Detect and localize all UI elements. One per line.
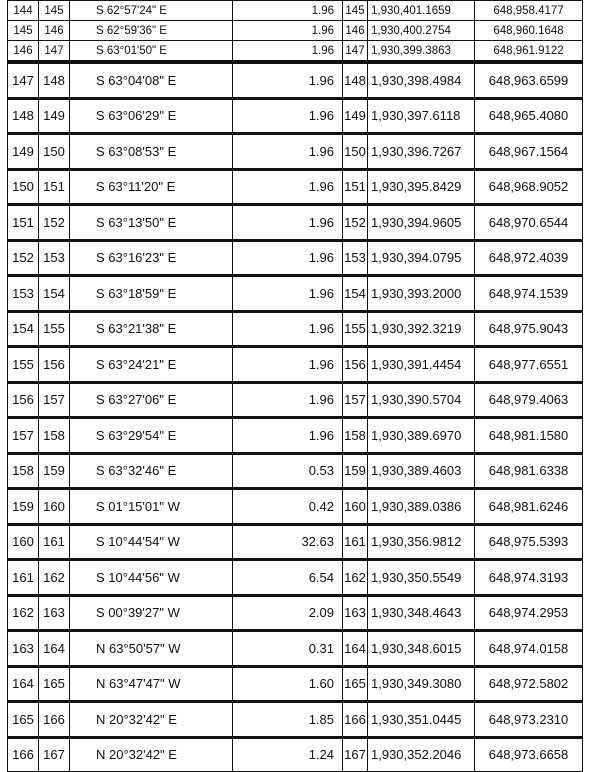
- point-number-cell: 158: [343, 418, 368, 454]
- to-station-cell: 154: [39, 276, 70, 312]
- point-number-cell: 147: [343, 41, 368, 61]
- to-station-cell: 150: [39, 134, 70, 170]
- from-station-cell: 149: [8, 134, 39, 170]
- to-station-cell: 164: [39, 631, 70, 667]
- from-station-cell: 144: [8, 1, 39, 21]
- bearing-cell: N 20°32'42" E: [70, 702, 233, 738]
- easting-cell: 648,977.6551: [475, 347, 583, 383]
- distance-cell: 1.96: [233, 382, 343, 418]
- point-number-cell: 162: [343, 560, 368, 596]
- easting-cell: 648,974.1539: [475, 276, 583, 312]
- northing-cell: 1,930,389.6970: [368, 418, 475, 454]
- point-number-cell: 148: [343, 63, 368, 99]
- traverse-table-main: [7, 61, 583, 772]
- bearing-cell: S 63°27'06" E: [70, 382, 233, 418]
- distance-cell: 0.53: [233, 453, 343, 489]
- table-row: [8, 134, 583, 170]
- from-station-cell: 158: [8, 453, 39, 489]
- from-station-cell: 161: [8, 560, 39, 596]
- table-row: [8, 631, 583, 667]
- traverse-document: [7, 0, 582, 772]
- point-number-cell: 151: [343, 169, 368, 205]
- bearing-cell: S 62°57'24" E: [70, 1, 233, 21]
- table-row: [8, 205, 583, 241]
- easting-cell: 648,970.6544: [475, 205, 583, 241]
- to-station-cell: 165: [39, 666, 70, 702]
- bearing-cell: S 63°21'38" E: [70, 311, 233, 347]
- point-number-cell: 166: [343, 702, 368, 738]
- easting-cell: 648,968.9052: [475, 169, 583, 205]
- from-station-cell: 165: [8, 702, 39, 738]
- distance-cell: 1.96: [233, 63, 343, 99]
- from-station-cell: 163: [8, 631, 39, 667]
- from-station-cell: 156: [8, 382, 39, 418]
- bearing-cell: S 62°59'36" E: [70, 21, 233, 41]
- distance-cell: 1.96: [233, 41, 343, 61]
- table-row: [8, 98, 583, 134]
- bearing-cell: S 10°44'54" W: [70, 524, 233, 560]
- easting-cell: 648,981.6246: [475, 489, 583, 525]
- northing-cell: 1,930,351.0445: [368, 702, 475, 738]
- point-number-cell: 160: [343, 489, 368, 525]
- easting-cell: 648,981.6338: [475, 453, 583, 489]
- easting-cell: 648,981.1580: [475, 418, 583, 454]
- distance-cell: 1.96: [233, 276, 343, 312]
- distance-cell: 1.96: [233, 169, 343, 205]
- to-station-cell: 149: [39, 98, 70, 134]
- table-row: [8, 595, 583, 631]
- point-number-cell: 159: [343, 453, 368, 489]
- distance-cell: 1.96: [233, 21, 343, 41]
- distance-cell: 1.96: [233, 418, 343, 454]
- bearing-cell: S 63°32'46" E: [70, 453, 233, 489]
- northing-cell: 1,930,390.5704: [368, 382, 475, 418]
- point-number-cell: 154: [343, 276, 368, 312]
- easting-cell: 648,958.4177: [475, 1, 583, 21]
- from-station-cell: 152: [8, 240, 39, 276]
- point-number-cell: 165: [343, 666, 368, 702]
- table-row: [8, 240, 583, 276]
- bearing-cell: S 63°01'50" E: [70, 41, 233, 61]
- bearing-cell: S 63°06'29" E: [70, 98, 233, 134]
- distance-cell: 1.96: [233, 240, 343, 276]
- bearing-cell: S 63°08'53" E: [70, 134, 233, 170]
- northing-cell: 1,930,348.4643: [368, 595, 475, 631]
- from-station-cell: 145: [8, 21, 39, 41]
- bearing-cell: S 63°29'54" E: [70, 418, 233, 454]
- table-row: [8, 1, 583, 21]
- distance-cell: 0.42: [233, 489, 343, 525]
- from-station-cell: 151: [8, 205, 39, 241]
- northing-cell: 1,930,389.4603: [368, 453, 475, 489]
- distance-cell: 1.96: [233, 1, 343, 21]
- to-station-cell: 147: [39, 41, 70, 61]
- table-row: [8, 63, 583, 99]
- to-station-cell: 153: [39, 240, 70, 276]
- bearing-cell: S 10°44'56" W: [70, 560, 233, 596]
- northing-cell: 1,930,352.2046: [368, 737, 475, 772]
- northing-cell: 1,930,392.3219: [368, 311, 475, 347]
- northing-cell: 1,930,394.0795: [368, 240, 475, 276]
- traverse-table-top: [7, 0, 583, 61]
- to-station-cell: 155: [39, 311, 70, 347]
- from-station-cell: 148: [8, 98, 39, 134]
- distance-cell: 32.63: [233, 524, 343, 560]
- bearing-cell: S 63°16'23" E: [70, 240, 233, 276]
- from-station-cell: 153: [8, 276, 39, 312]
- table-row: [8, 702, 583, 738]
- northing-cell: 1,930,348.6015: [368, 631, 475, 667]
- point-number-cell: 155: [343, 311, 368, 347]
- northing-cell: 1,930,399.3863: [368, 41, 475, 61]
- northing-cell: 1,930,395.8429: [368, 169, 475, 205]
- easting-cell: 648,973.6658: [475, 737, 583, 772]
- easting-cell: 648,974.3193: [475, 560, 583, 596]
- northing-cell: 1,930,393.2000: [368, 276, 475, 312]
- bearing-cell: S 63°13'50" E: [70, 205, 233, 241]
- northing-cell: 1,930,389.0386: [368, 489, 475, 525]
- from-station-cell: 160: [8, 524, 39, 560]
- point-number-cell: 146: [343, 21, 368, 41]
- to-station-cell: 159: [39, 453, 70, 489]
- from-station-cell: 146: [8, 41, 39, 61]
- northing-cell: 1,930,397.6118: [368, 98, 475, 134]
- distance-cell: 0.31: [233, 631, 343, 667]
- from-station-cell: 154: [8, 311, 39, 347]
- easting-cell: 648,975.5393: [475, 524, 583, 560]
- distance-cell: 1.96: [233, 205, 343, 241]
- northing-cell: 1,930,396.7267: [368, 134, 475, 170]
- distance-cell: 1.96: [233, 134, 343, 170]
- from-station-cell: 157: [8, 418, 39, 454]
- table-row: [8, 453, 583, 489]
- table-row: [8, 560, 583, 596]
- from-station-cell: 166: [8, 737, 39, 772]
- northing-cell: 1,930,350.5549: [368, 560, 475, 596]
- to-station-cell: 162: [39, 560, 70, 596]
- easting-cell: 648,963.6599: [475, 63, 583, 99]
- table-row: [8, 276, 583, 312]
- to-station-cell: 163: [39, 595, 70, 631]
- table-row: [8, 311, 583, 347]
- to-station-cell: 151: [39, 169, 70, 205]
- to-station-cell: 148: [39, 63, 70, 99]
- table-row: [8, 489, 583, 525]
- to-station-cell: 157: [39, 382, 70, 418]
- point-number-cell: 161: [343, 524, 368, 560]
- point-number-cell: 152: [343, 205, 368, 241]
- point-number-cell: 150: [343, 134, 368, 170]
- table-row: [8, 418, 583, 454]
- northing-cell: 1,930,356.9812: [368, 524, 475, 560]
- point-number-cell: 163: [343, 595, 368, 631]
- from-station-cell: 147: [8, 63, 39, 99]
- to-station-cell: 152: [39, 205, 70, 241]
- table-row: [8, 41, 583, 61]
- bearing-cell: S 63°11'20" E: [70, 169, 233, 205]
- distance-cell: 1.96: [233, 347, 343, 383]
- point-number-cell: 157: [343, 382, 368, 418]
- bearing-cell: N 63°47'47" W: [70, 666, 233, 702]
- distance-cell: 6.54: [233, 560, 343, 596]
- to-station-cell: 158: [39, 418, 70, 454]
- to-station-cell: 161: [39, 524, 70, 560]
- distance-cell: 2.09: [233, 595, 343, 631]
- point-number-cell: 164: [343, 631, 368, 667]
- point-number-cell: 167: [343, 737, 368, 772]
- bearing-cell: S 63°18'59" E: [70, 276, 233, 312]
- table-row: [8, 347, 583, 383]
- easting-cell: 648,972.4039: [475, 240, 583, 276]
- bearing-cell: S 63°24'21" E: [70, 347, 233, 383]
- from-station-cell: 159: [8, 489, 39, 525]
- easting-cell: 648,974.2953: [475, 595, 583, 631]
- point-number-cell: 156: [343, 347, 368, 383]
- from-station-cell: 162: [8, 595, 39, 631]
- from-station-cell: 164: [8, 666, 39, 702]
- easting-cell: 648,961.9122: [475, 41, 583, 61]
- easting-cell: 648,967.1564: [475, 134, 583, 170]
- easting-cell: 648,965.4080: [475, 98, 583, 134]
- distance-cell: 1.96: [233, 98, 343, 134]
- distance-cell: 1.60: [233, 666, 343, 702]
- to-station-cell: 166: [39, 702, 70, 738]
- northing-cell: 1,930,400.2754: [368, 21, 475, 41]
- easting-cell: 648,973.2310: [475, 702, 583, 738]
- point-number-cell: 153: [343, 240, 368, 276]
- to-station-cell: 145: [39, 1, 70, 21]
- from-station-cell: 150: [8, 169, 39, 205]
- easting-cell: 648,972.5802: [475, 666, 583, 702]
- table-row: [8, 524, 583, 560]
- table-row: [8, 382, 583, 418]
- bearing-cell: S 00°39'27" W: [70, 595, 233, 631]
- point-number-cell: 145: [343, 1, 368, 21]
- bearing-cell: N 63°50'57" W: [70, 631, 233, 667]
- northing-cell: 1,930,349.3080: [368, 666, 475, 702]
- distance-cell: 1.96: [233, 311, 343, 347]
- point-number-cell: 149: [343, 98, 368, 134]
- bearing-cell: S 01°15'01" W: [70, 489, 233, 525]
- easting-cell: 648,979.4063: [475, 382, 583, 418]
- distance-cell: 1.85: [233, 702, 343, 738]
- table-row: [8, 737, 583, 772]
- to-station-cell: 167: [39, 737, 70, 772]
- to-station-cell: 160: [39, 489, 70, 525]
- northing-cell: 1,930,391.4454: [368, 347, 475, 383]
- bearing-cell: N 20°32'42" E: [70, 737, 233, 772]
- distance-cell: 1.24: [233, 737, 343, 772]
- table-row: [8, 21, 583, 41]
- table-row: [8, 169, 583, 205]
- northing-cell: 1,930,398.4984: [368, 63, 475, 99]
- from-station-cell: 155: [8, 347, 39, 383]
- easting-cell: 648,960.1648: [475, 21, 583, 41]
- bearing-cell: S 63°04'08" E: [70, 63, 233, 99]
- to-station-cell: 156: [39, 347, 70, 383]
- easting-cell: 648,975.9043: [475, 311, 583, 347]
- northing-cell: 1,930,401.1659: [368, 1, 475, 21]
- easting-cell: 648,974.0158: [475, 631, 583, 667]
- northing-cell: 1,930,394.9605: [368, 205, 475, 241]
- to-station-cell: 146: [39, 21, 70, 41]
- table-row: [8, 666, 583, 702]
